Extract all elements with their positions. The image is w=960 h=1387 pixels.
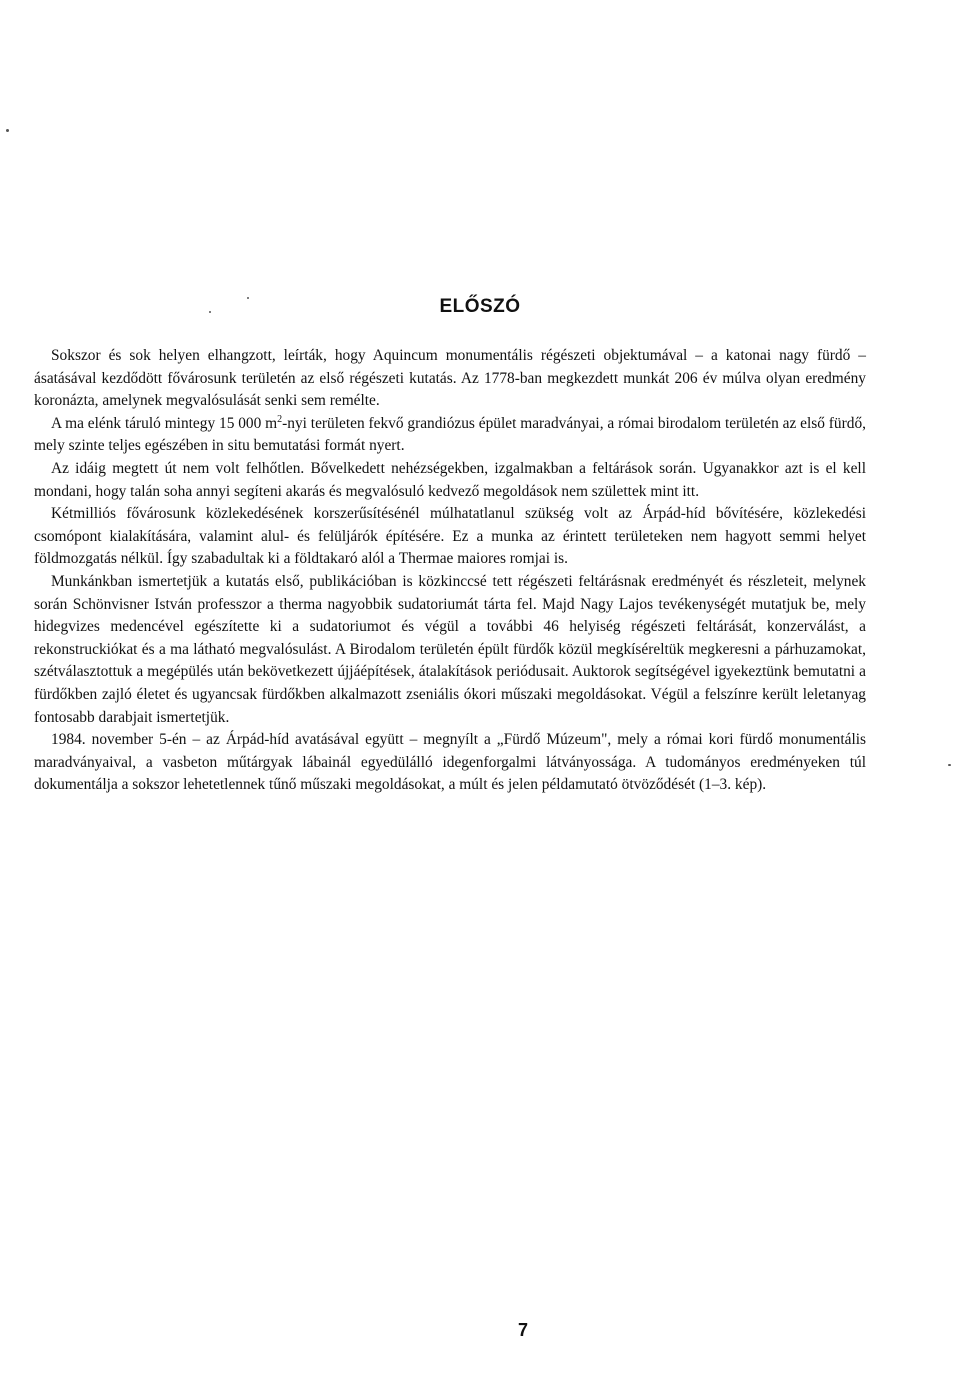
paragraph-3: Az idáig megtett út nem volt felhőtlen. Bővelkedett nehézségekben, izgalmakban a feltárások során. Ugyanakkor azt is el kell mondani, hogy talán soha annyi segíteni akarás és megvalósuló kedvező megoldások nem születtek mint itt. [34,459,866,500]
paragraph-6: 1984. november 5-én – az Árpád-híd avatásával együtt – megnyílt a „Fürdő Múzeum", mely a római kori fürdő monumentális maradványaival, a vasbeton műtárgyak lábainál egyedülálló idegenforgalmi látványossága. A tudományos eredményeken túl dokumentálja a sokszor lehetetlennek tűnő műszaki megoldásokat, a múlt és jelen példamutató ötvöződését (1–3. kép). [34,731,866,794]
page-title: ELŐSZÓ [439,296,521,317]
paragraph-2-before: A ma elénk táruló mintegy 15 000 m [51,414,278,432]
body-text [34,345,866,797]
scan-speck [6,129,9,132]
paragraph-2 [34,413,866,458]
superscript: 2 [277,413,283,425]
paragraph-2-after: -nyi területen fekvő grandiózus épület maradványai, a római birodalom területén az első fürdő, mely szinte teljes egészében in situ bemutatási formát nyert. [34,414,866,455]
paragraph-1: Sokszor és sok helyen elhangzott, leírták, hogy Aquincum monumentális régészeti objektumával – a katonai nagy fürdő – ásatásával kezdődött fővárosunk területén az első régészeti kutatás. Az 1778-ban megkezdett munkát 206 év múlva olyan eredmény koronázta, amelynek megvalósulását senki sem remélte. [34,347,866,410]
paragraph-5: Munkánkban ismertetjük a kutatás első, publikációban is közkinccsé tett régészeti feltárásnak eredményét és részleteit, melynek során Schönvisner István professzor a therma nagyobbik sudatoriumát tárta fel. Majd Nagy Lajos tevékenységét mutatjuk be, mely hidegvizes medencével egészítette ki a sudatoriumot és végül a további 46 helyiség régészeti feltárását, konzerválást, a rekonstruckiókat és a ma látható megvalósulást. A Birodalom területén épült fürdők közül megkíséreltük megkeresni a párhuzamokat, szétválasztottuk a megépülés után bekövetkezett újjáépítések, átalakítások periódusait. Auktorok segítségével igyekeztünk bemutatni a fürdőkben zajló életet és ugyancsak fürdőkben alkalmazott zseniális ókori műszaki megoldásokat. Végül a felszínre került leletanyag fontosabb darabjait ismertetjük. [34,572,866,726]
scan-speck [948,764,951,766]
paragraph-4: Kétmilliós fővárosunk közlekedésének korszerűsítésénél múlhatatlanul szükség volt az Árpád-híd bővítésére, közlekedési csomópont kialakítására, valamint alul- és felüljárók építésére. Ez a munka az érintett területeken nem hagyott semmi helyet földmozgatás nélkül. Így szabadultak ki a földtakaró alól a Thermae maiores romjai is. [34,505,866,568]
page-number: 7 [517,1320,528,1340]
